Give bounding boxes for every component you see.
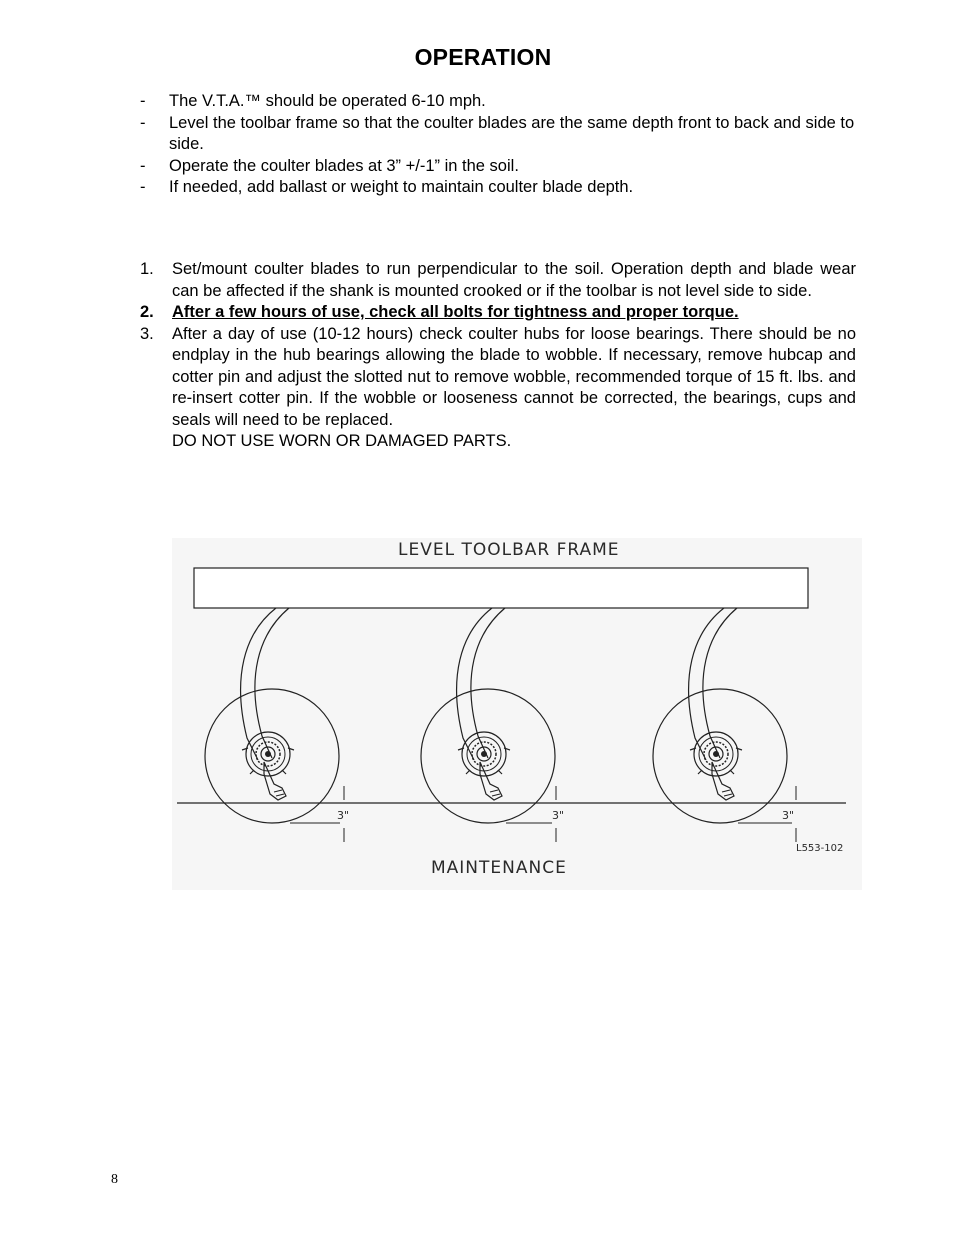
drawing-code-label: L553-102 xyxy=(796,843,844,854)
depth-label: 3" xyxy=(552,809,565,822)
page-title: OPERATION xyxy=(414,44,552,70)
step-text: After a day of use (10-12 hours) check coulter hubs for loose bearings. There should be no endplay in the hub bearings allowing the blade to wobble. If necessary, remove hubcap and cotter pin and adjust the slotted nut to remove wobble, recommended torque of 15 ft. lbs. and re-insert cotter pin. If the wobble or looseness cannot be corrected, the bearings, cups and seals will need to be replaced. xyxy=(172,324,856,429)
step-warning-text: DO NOT USE WORN OR DAMAGED PARTS. xyxy=(172,432,512,450)
bullet-text: Level the toolbar frame so that the coulter blades are the same depth front to back and side to side. xyxy=(169,113,855,153)
bullet-marker: - xyxy=(140,113,146,132)
step-text: Set/mount coulter blades to run perpendicular to the soil. Operation depth and blade wear can be affected if the shank is mounted crooked or if the toolbar is not level side to side. xyxy=(172,260,856,300)
bullet-text: The V.T.A.™ should be operated 6-10 mph. xyxy=(169,92,486,110)
depth-label: 3" xyxy=(782,809,795,822)
maintenance-step-list xyxy=(140,259,856,453)
step-number: 1. xyxy=(140,260,154,278)
diagram-drawing xyxy=(172,538,862,890)
depth-label: 3" xyxy=(337,809,350,822)
step-item xyxy=(140,259,856,302)
bullet-text: Operate the coulter blades at 3” +/-1” in the soil. xyxy=(169,156,519,175)
step-text: After a few hours of use, check all bolts for tightness and proper torque. xyxy=(172,303,739,321)
page-number: 8 xyxy=(111,1172,118,1187)
step-item xyxy=(140,324,856,453)
toolbar-coulter-diagram xyxy=(172,538,862,890)
diagram-bottom-label: MAINTENANCE xyxy=(431,858,567,878)
bullet-item xyxy=(140,177,860,199)
coulter-assembly-3 xyxy=(653,608,796,842)
toolbar-frame xyxy=(194,568,808,608)
step-number: 3. xyxy=(140,324,154,343)
bullet-marker: - xyxy=(140,156,146,175)
step-item-warning xyxy=(140,302,856,324)
bullet-item xyxy=(140,156,860,178)
bullet-text: If needed, add ballast or weight to maintain coulter blade depth. xyxy=(169,178,634,196)
step-number: 2. xyxy=(140,303,154,321)
operation-bullet-list xyxy=(140,91,860,199)
diagram-top-label: LEVEL TOOLBAR FRAME xyxy=(398,540,620,560)
coulter-assembly-2 xyxy=(421,608,556,842)
bullet-item xyxy=(140,113,860,156)
coulter-assembly-1 xyxy=(205,608,344,842)
bullet-item xyxy=(140,91,860,113)
bullet-marker: - xyxy=(140,92,146,110)
bullet-marker: - xyxy=(140,178,146,196)
